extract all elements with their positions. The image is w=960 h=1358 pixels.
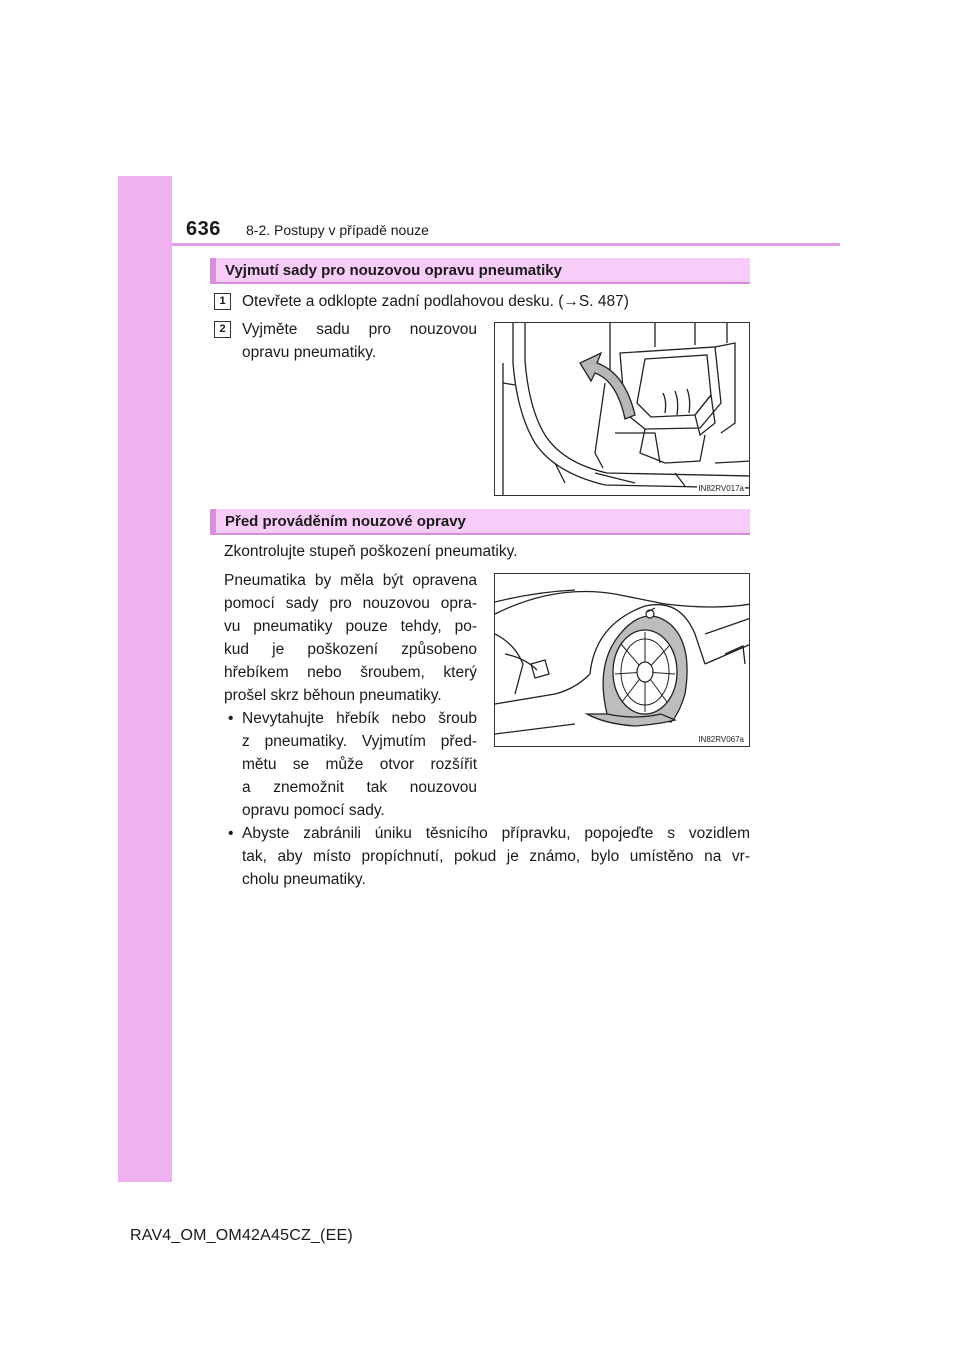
document-code-footer: RAV4_OM_OM42A45CZ_(EE) (130, 1227, 353, 1244)
section-heading-kit-removal (210, 258, 750, 284)
chapter-tab-sidebar (118, 176, 172, 1182)
heading-accent-bar (210, 258, 216, 282)
page-number: 636 (186, 218, 221, 240)
figure-kit-removal (494, 322, 750, 496)
bullet-2-text: Abyste zabránili úniku těsnicího přípravku, popojeďte s vozidlem tak, aby místo propíchnutí, pokud je známo, bylo umístěno na vr- cholu pneumatiky. (242, 825, 750, 888)
section-heading-before-repair (210, 509, 750, 535)
punctured-tire-illustration (495, 574, 750, 747)
chapter-title: 8-2. Postupy v případě nouze (246, 222, 429, 238)
header-rule (172, 243, 840, 246)
bullet-point-2: • (228, 825, 234, 842)
heading-accent-bar (210, 509, 216, 533)
step-2-text: Vyjměte sadu pro nouzovou opravu pneumatiky. (242, 321, 477, 361)
figure-code: IN82RV017a (698, 484, 744, 493)
section-heading-text: Před prováděním nouzové opravy (225, 513, 466, 530)
tire-repair-kit-removal-illustration (495, 323, 750, 496)
bullet-1-text: Nevytahujte hřebík nebo šroub z pneumatiky. Vyjmutím před- mětu se může otvor rozšířit a znemožnit tak nouzovou opravu pomocí sady. (242, 710, 477, 819)
repair-condition-paragraph: Pneumatika by měla být opravena pomocí sady pro nouzovou opra- vu pneumatiky pouze tehdy, po- kud je poškození způsobeno hřebíkem nebo šroubem, který prošel skrz běhoun pneumatiky. (224, 572, 477, 704)
bullet-point-1: • (228, 710, 234, 727)
step-1-text: Otevřete a odklopte zadní podlahovou desku. (→S. 487) (242, 293, 629, 310)
figure-punctured-tire (494, 573, 750, 747)
check-damage-text: Zkontrolujte stupeň poškození pneumatiky. (224, 543, 518, 560)
step-number-1: 1 (214, 293, 231, 310)
step-number-2: 2 (214, 321, 231, 338)
figure-code: IN82RV067a (698, 735, 744, 744)
section-heading-text: Vyjmutí sady pro nouzovou opravu pneumatiky (225, 262, 562, 279)
